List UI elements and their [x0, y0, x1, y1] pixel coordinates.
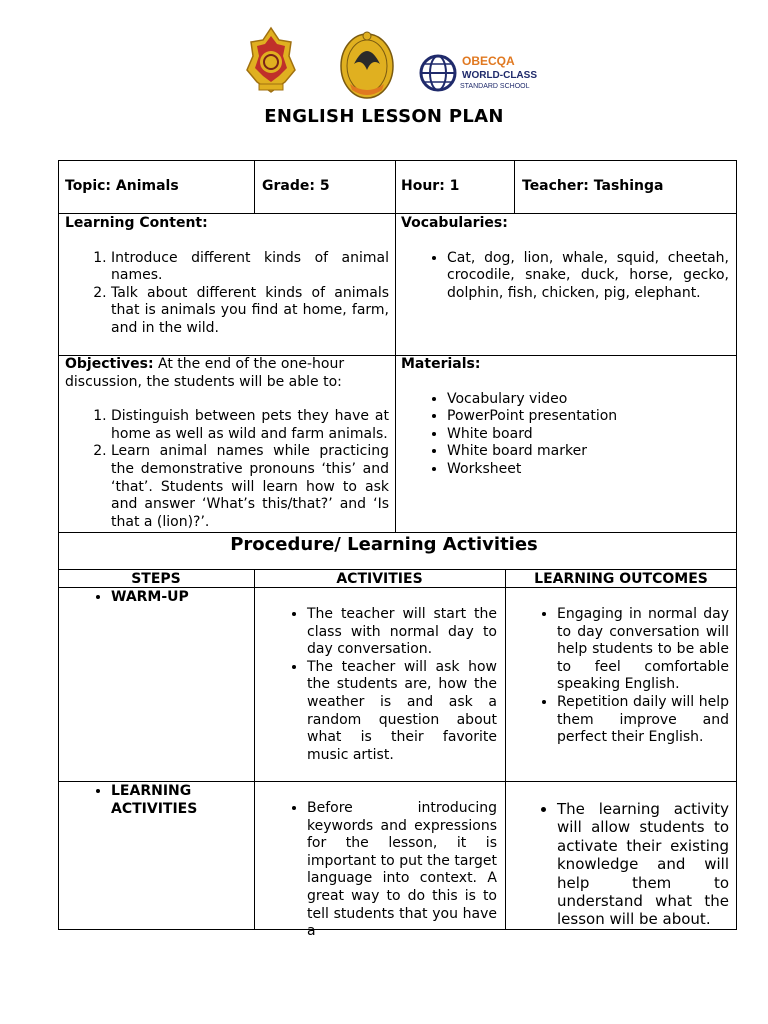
objectives-heading: Objectives:	[65, 356, 154, 372]
list-item: 1. Distinguish between pets they have at home as well as wild and farm animals.	[111, 408, 389, 443]
list-item: • The learning activity will allow students to activate their existing knowledge and will help them to understand what the lesson will be about.	[557, 800, 729, 929]
school-emblem-logo	[245, 26, 297, 100]
list-item: • Engaging in normal day to day conversation will help students to be able to feel comfortable speaking English.	[557, 606, 729, 694]
vocabularies-section	[401, 215, 729, 302]
list-item: • Cat, dog, lion, whale, squid, cheetah, crocodile, snake, duck, horse, gecko, dolphin, fish, chicken, pig, elephant.	[447, 250, 729, 303]
materials-section	[401, 356, 729, 479]
table-row-outcomes	[511, 800, 729, 929]
column-header-learning-outcomes: LEARNING OUTCOMES	[534, 571, 708, 587]
table-row-activities	[261, 800, 497, 940]
topic-label: Topic: Animals	[65, 178, 179, 194]
vocabularies-heading: Vocabularies:	[401, 215, 508, 231]
materials-heading: Materials:	[401, 356, 481, 372]
list-item: • Worksheet	[447, 461, 729, 479]
column-header-activities: ACTIVITIES	[336, 571, 423, 587]
logo-text-world-class: WORLD-CLASS	[462, 70, 537, 81]
list-item: • Repetition daily will help them improve and perfect their English.	[557, 694, 729, 747]
table-row-outcomes	[511, 606, 729, 747]
grade-label: Grade: 5	[262, 178, 330, 194]
list-item: 2. Talk about different kinds of animals that is animals you find at home, farm, and in the wild.	[111, 285, 389, 338]
list-item: • PowerPoint presentation	[447, 408, 729, 426]
crest-logo	[338, 28, 396, 104]
objectives-intro: At the end of the one-hour discussion, the students will be able to:	[65, 356, 345, 390]
list-item: • The teacher will start the class with normal day to day conversation.	[307, 606, 497, 659]
list-item: • Vocabulary video	[447, 391, 729, 409]
logo-text-obecqa: OBECQA	[462, 54, 515, 68]
learning-content-section	[65, 215, 389, 338]
list-item: • The teacher will ask how the students are, how the weather is and ask a random question about what is their favorite music artist.	[307, 659, 497, 765]
hour-label: Hour: 1	[401, 178, 460, 194]
table-row-activities	[261, 606, 497, 764]
list-item: • White board marker	[447, 443, 729, 461]
step-learning-activities: • LEARNING ACTIVITIES	[111, 783, 201, 818]
procedure-title: Procedure/ Learning Activities	[230, 534, 538, 555]
list-item: 2. Learn animal names while practicing the demonstrative pronouns ‘this’ and ‘that’. Students will learn how to ask and answer ‘What’s this/that?’ and ‘Is that a (lion)?’.	[111, 443, 389, 531]
objectives-section	[65, 356, 389, 531]
logo-text-standard-school: STANDARD SCHOOL	[460, 83, 530, 90]
list-item: 1. Introduce different kinds of animal names.	[111, 250, 389, 285]
learning-content-heading: Learning Content:	[65, 215, 208, 231]
list-item: • White board	[447, 426, 729, 444]
table-row-step	[65, 589, 248, 607]
obecqa-world-class-logo	[418, 52, 542, 98]
table-row-step	[65, 783, 248, 818]
column-header-steps: STEPS	[131, 571, 181, 587]
page-title: ENGLISH LESSON PLAN	[264, 106, 504, 127]
teacher-label: Teacher: Tashinga	[522, 178, 664, 194]
step-warm-up: • WARM-UP	[111, 589, 248, 607]
list-item: • Before introducing keywords and expressions for the lesson, it is important to put the target language into context. A great way to do this is to tell students that you have a	[307, 800, 497, 941]
